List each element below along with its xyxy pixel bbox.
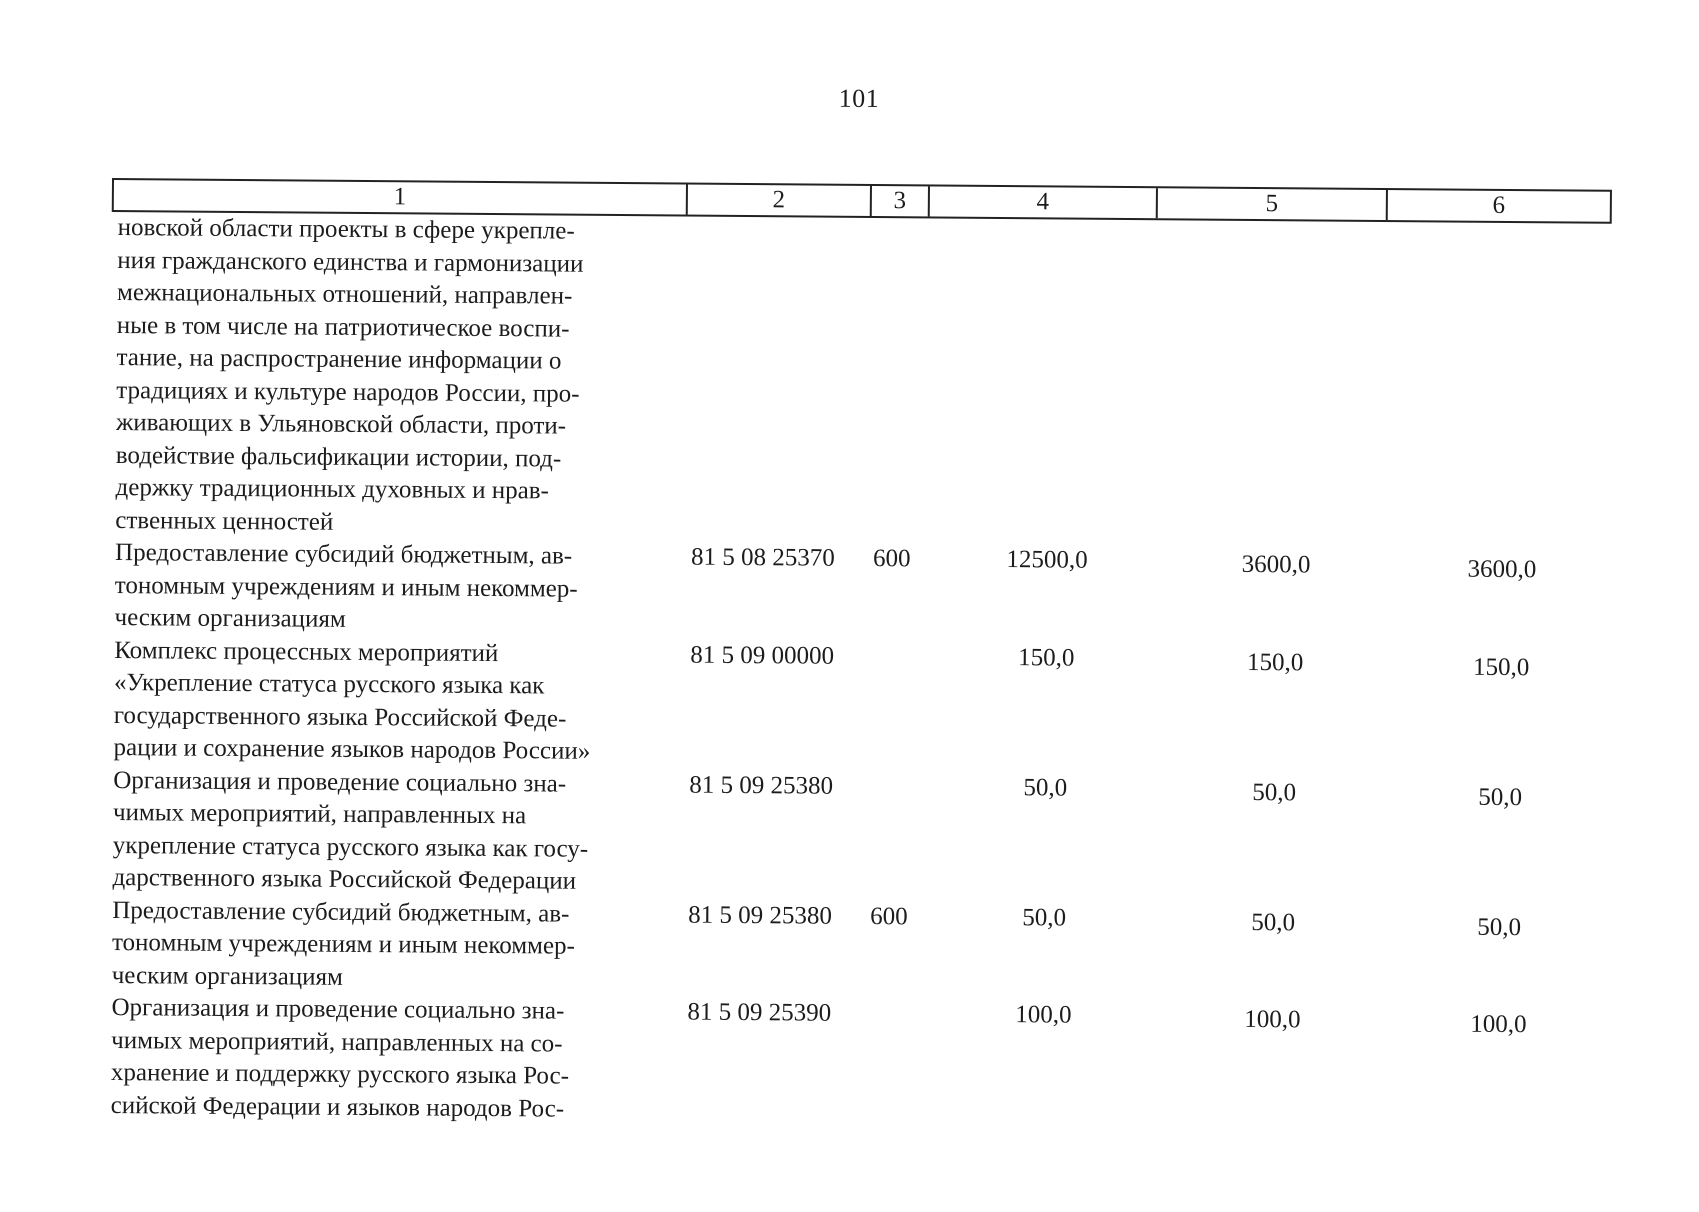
- row-value-col5: 3600,0: [1161, 548, 1391, 582]
- table-row: [113, 635, 1594, 777]
- row-value-col6: 150,0: [1390, 651, 1612, 685]
- table-row: [114, 537, 1595, 646]
- row-description: Организация и проведение социально зна- чимых мероприятий, направленных на укрепление статуса русского языка как госу- дарственного языка Российской Федерации: [112, 765, 675, 899]
- row-description: Предоставление субсидий бюджетным, ав- тономным учреждениям и иным некоммер- ческим организациям: [112, 895, 675, 997]
- row-value-col6: 100,0: [1387, 1008, 1609, 1042]
- column-header-5: 5: [1158, 188, 1388, 220]
- row-expense-type: 600: [870, 900, 930, 933]
- row-value-col6: 3600,0: [1391, 553, 1613, 587]
- row-value-col4: 150,0: [932, 641, 1160, 675]
- row-target-code: 81 5 08 25370: [691, 542, 871, 576]
- column-header-4: 4: [930, 186, 1158, 218]
- row-value-col5: 150,0: [1160, 646, 1390, 680]
- row-value-col6: 50,0: [1388, 911, 1610, 945]
- column-header-2: 2: [688, 185, 872, 216]
- row-value-col5: [1164, 223, 1394, 225]
- row-value-col4: 50,0: [930, 901, 1158, 935]
- row-target-code: 81 5 09 25380: [689, 769, 869, 803]
- table-row: [115, 212, 1598, 549]
- row-description: Предоставление субсидий бюджетным, ав- тономным учреждениям и иным некоммер- ческим организациям: [114, 537, 677, 639]
- row-expense-type: 600: [873, 543, 933, 576]
- table-row: [112, 895, 1593, 1004]
- table-row: [111, 992, 1592, 1134]
- column-header-6: 6: [1388, 190, 1610, 222]
- row-value-col4: 12500,0: [933, 543, 1161, 577]
- row-value-col4: 100,0: [929, 998, 1157, 1032]
- column-header-1: 1: [114, 180, 688, 215]
- row-description: Комплекс процессных мероприятий «Укрепление статуса русского языка как государственного языка Российской Феде- рации и сохранение языков народов России»: [113, 635, 676, 769]
- row-value-col6: 50,0: [1389, 781, 1611, 815]
- row-description: Организация и проведение социально зна- чимых мероприятий, направленных на со- хранение и поддержку русского языка Рос- сийской Федерации и языков народов Рос-: [111, 992, 674, 1126]
- page-number: 101: [839, 84, 880, 114]
- column-header-3: 3: [872, 186, 930, 216]
- row-value-col5: 50,0: [1158, 906, 1388, 940]
- table-row: [112, 765, 1593, 907]
- row-target-code: 81 5 09 25390: [687, 997, 867, 1031]
- row-description: новской области проекты в сфере укрепле- ния гражданского единства и гармонизации межнациональных отношений, направлен- ные в том числе на патриотическое воспи- тание, на распространение информации о традициях и культуре народов России, про- живающих в Ульяновской области, проти- водействие фальсификации истории, под- держку традиционных духовных и нрав- ственных ценностей: [115, 212, 680, 541]
- row-value-col4: 50,0: [931, 771, 1159, 805]
- row-target-code: [694, 217, 874, 218]
- table-body: [111, 212, 1598, 1134]
- row-value-col5: 100,0: [1157, 1003, 1387, 1037]
- row-value-col6: [1394, 228, 1616, 230]
- row-target-code: 81 5 09 00000: [690, 639, 870, 673]
- row-value-col5: 50,0: [1159, 776, 1389, 810]
- row-target-code: 81 5 09 25380: [688, 899, 868, 933]
